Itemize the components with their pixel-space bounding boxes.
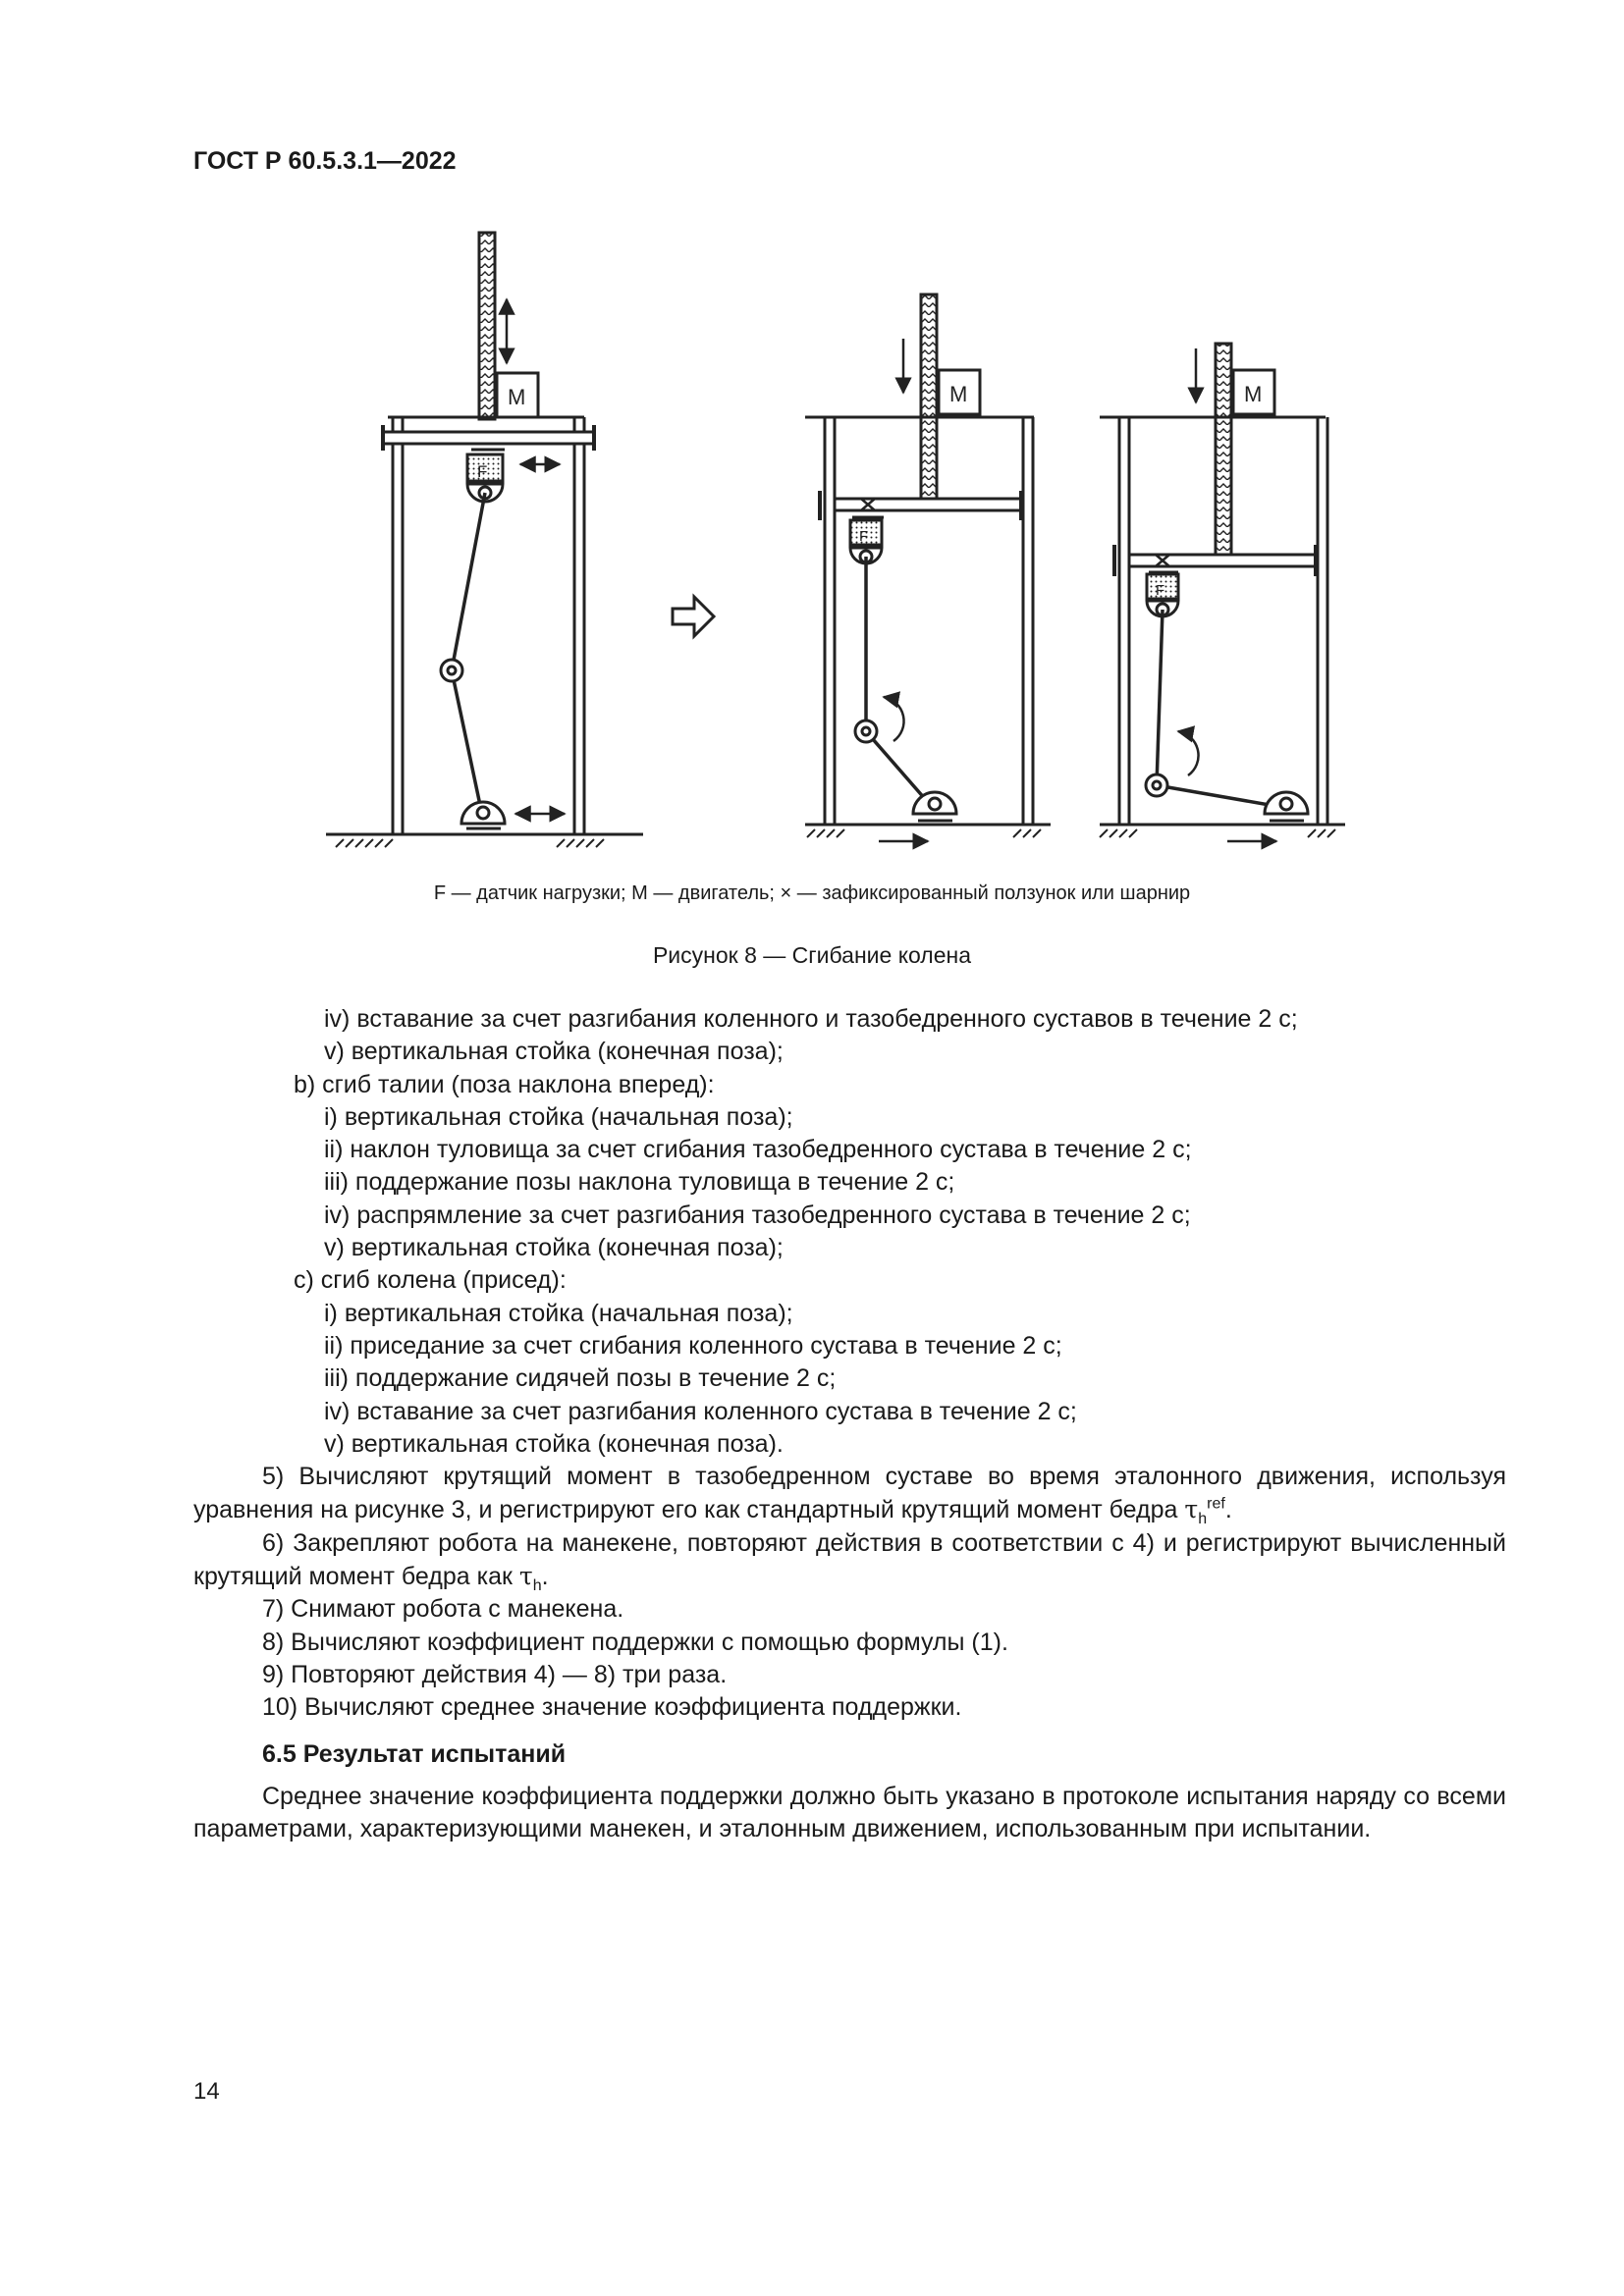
sensor-label: F — [477, 462, 488, 481]
list-item: iv) распрямление за счет разгибания тазобедренного сустава в течение 2 с; — [324, 1201, 1191, 1229]
step-paragraph: 10) Вычисляют среднее значение коэффициента поддержки. — [262, 1693, 962, 1722]
list-item: iii) поддержание сидячей позы в течение 2 с; — [324, 1364, 837, 1393]
page-number: 14 — [193, 2078, 220, 2105]
figure-legend: F — датчик нагрузки; M — двигатель; × — зафиксированный ползунок или шарнир — [433, 882, 1191, 904]
step-paragraph: 8) Вычисляют коэффициент поддержки с помощью формулы (1). — [262, 1628, 1008, 1656]
document-header: ГОСТ Р 60.5.3.1—2022 — [193, 147, 457, 175]
list-item: iii) поддержание позы наклона туловища в течение 2 с; — [324, 1168, 955, 1197]
list-item: ii) наклон туловища за счет сгибания тазобедренного сустава в течение 2 с; — [324, 1136, 1192, 1164]
frame-squat-mid — [805, 294, 1051, 841]
frame-initial-pose — [326, 233, 643, 847]
transition-arrow-icon — [673, 597, 714, 636]
section-heading: 6.5 Результат испытаний — [262, 1739, 567, 1768]
list-item: v) вертикальная стойка (конечная поза). — [324, 1429, 784, 1458]
list-item: b) сгиб талии (поза наклона вперед): — [294, 1070, 715, 1098]
sensor-label: F — [859, 528, 869, 545]
motor-label: M — [1244, 382, 1263, 406]
list-item: iv) вставание за счет разгибания коленного и тазобедренного суставов в течение 2 с; — [324, 1005, 1298, 1033]
list-item: v) вертикальная стойка (конечная поза); — [324, 1038, 784, 1066]
list-item: v) вертикальная стойка (конечная поза); — [324, 1234, 784, 1262]
list-item: iv) вставание за счет разгибания коленного сустава в течение 2 с; — [324, 1397, 1077, 1425]
step-paragraph: 7) Снимают робота с манекена. — [262, 1595, 624, 1624]
list-item: i) вертикальная стойка (начальная поза); — [324, 1102, 793, 1131]
frame-squat-deep — [1100, 344, 1345, 841]
figure-knee-bending — [324, 221, 1365, 859]
sensor-label: F — [1156, 582, 1165, 599]
section-paragraph: Среднее значение коэффициента поддержки должно быть указано в протоколе испытания наряду со всеми параметрами, характеризующими манекен, и эталонным движением, использованным при испытании. — [193, 1782, 1506, 1843]
motor-label: M — [508, 385, 526, 409]
motor-label: M — [949, 382, 968, 406]
step-paragraph: 6) Закрепляют робота на манекене, повторяют действия в соответствии с 4) и регистрируют вычисленный крутящий момент бедра как $\tau_h$. — [193, 1528, 1506, 1595]
step-paragraph: 9) Повторяют действия 4) — 8) три раза. — [262, 1660, 728, 1688]
step-paragraph: 5) Вычисляют крутящий момент в тазобедренном суставе во время эталонного движения, используя уравнения на рисунке 3, и регистрируют его как стандартный крутящий момент бедра $\tau_h^{ref}$. — [193, 1463, 1506, 1528]
figure-caption: Рисунок 8 — Сгибание колена — [652, 942, 972, 968]
list-item: ii) приседание за счет сгибания коленного сустава в течение 2 с; — [324, 1331, 1062, 1360]
document-body — [193, 1003, 1506, 1845]
list-item: c) сгиб колена (присед): — [294, 1266, 567, 1295]
list-item: i) вертикальная стойка (начальная поза); — [324, 1299, 793, 1327]
